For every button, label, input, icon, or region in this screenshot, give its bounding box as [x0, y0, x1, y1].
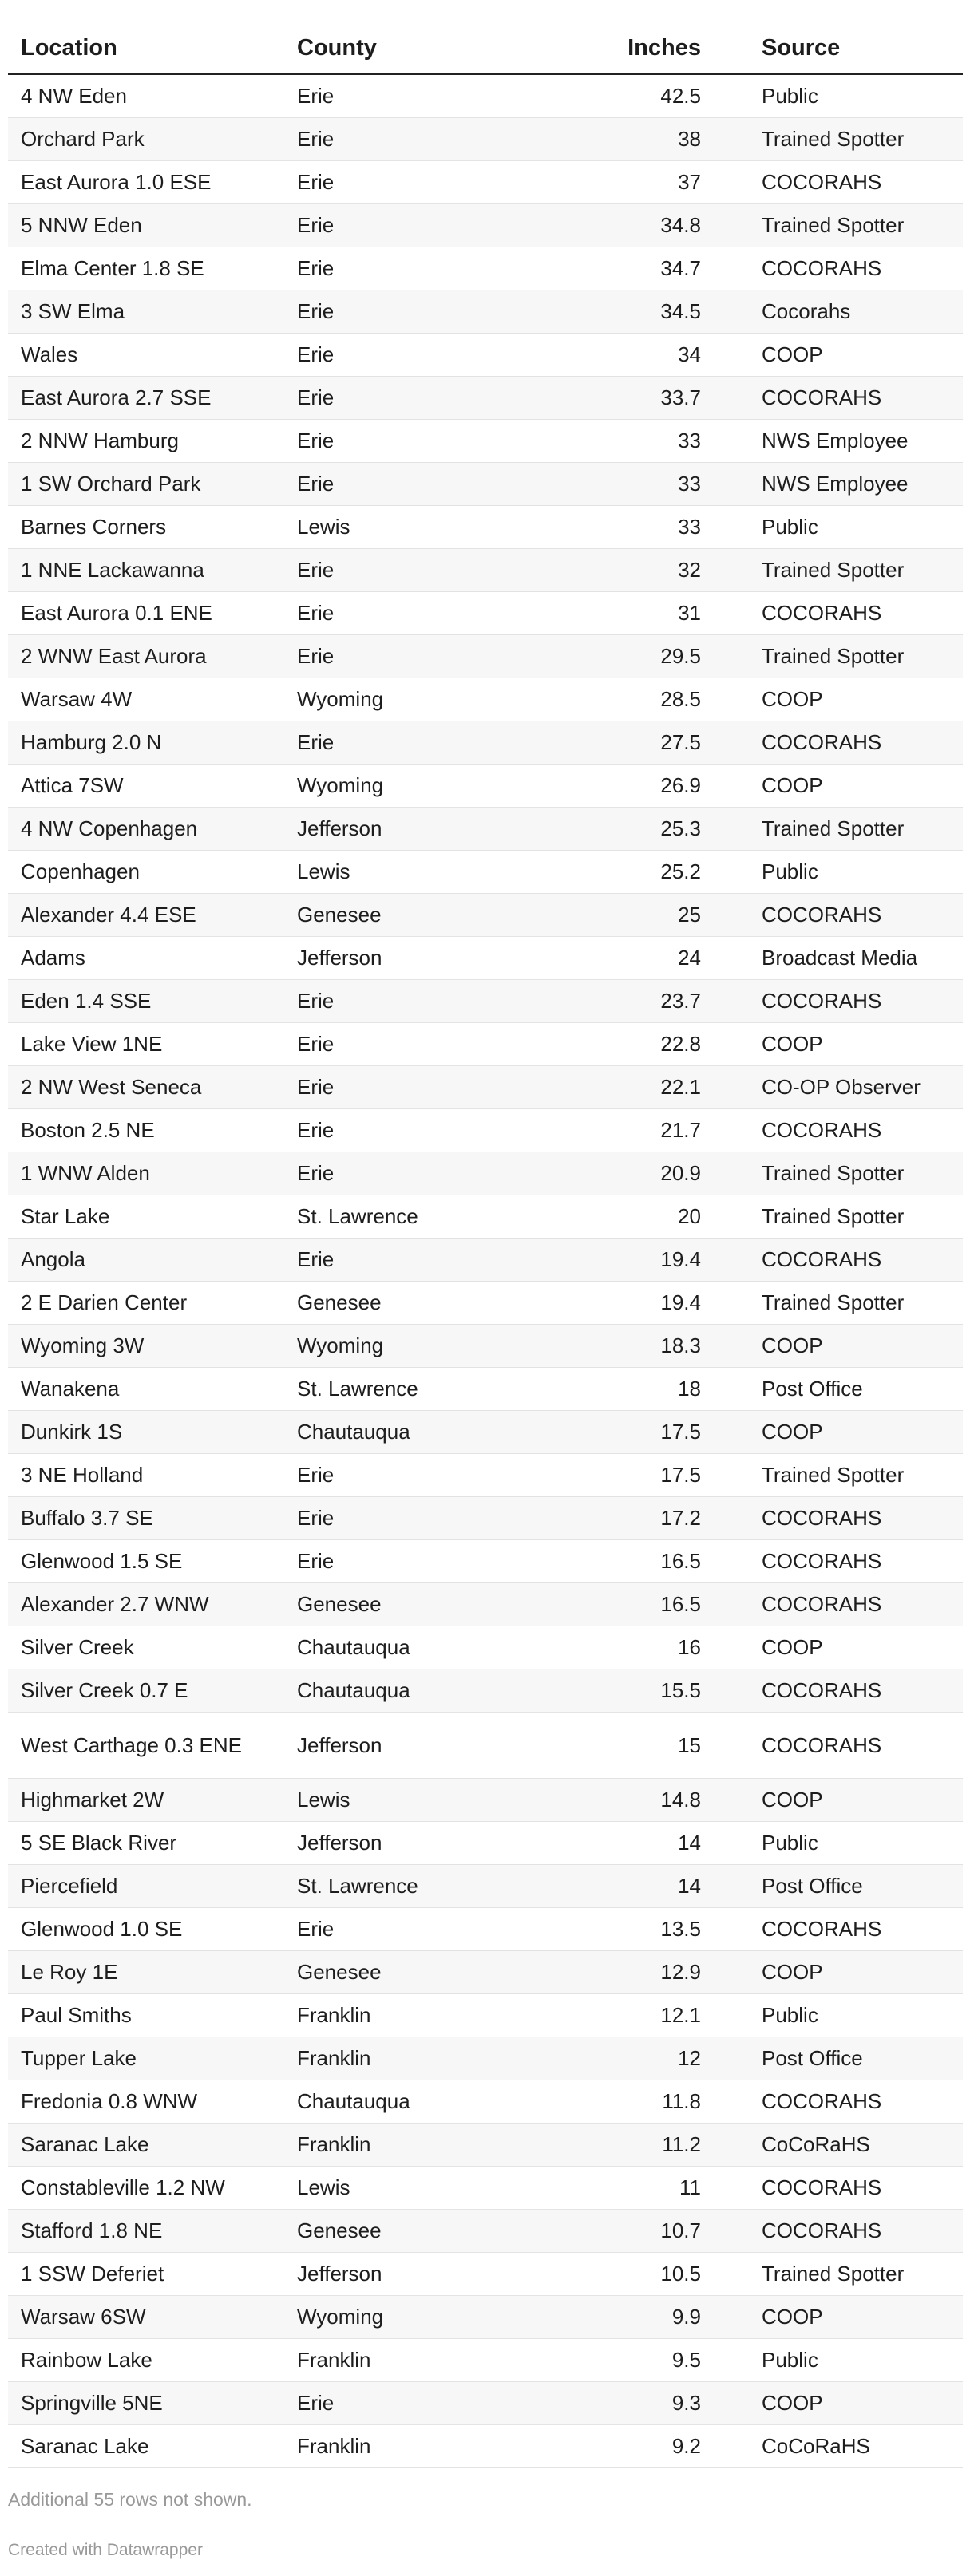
- location-cell: 5 SE Black River: [8, 1822, 284, 1865]
- table-row: [8, 937, 963, 980]
- location-cell: Hamburg 2.0 N: [8, 721, 284, 765]
- source-cell: COOP: [749, 678, 963, 721]
- inches-cell: 25.2: [596, 851, 749, 894]
- county-cell: Chautauqua: [284, 2080, 596, 2124]
- county-cell: Erie: [284, 204, 596, 247]
- table-row: [8, 290, 963, 334]
- location-cell: West Carthage 0.3 ENE: [8, 1713, 284, 1779]
- snowfall-table: [8, 14, 963, 2468]
- inches-cell: 18: [596, 1368, 749, 1411]
- county-cell: Erie: [284, 980, 596, 1023]
- location-cell: 2 WNW East Aurora: [8, 635, 284, 678]
- inches-cell: 29.5: [596, 635, 749, 678]
- county-cell: Erie: [284, 1239, 596, 1282]
- location-cell: Eden 1.4 SSE: [8, 980, 284, 1023]
- inches-cell: 42.5: [596, 74, 749, 118]
- datawrapper-credit: Created with Datawrapper: [8, 2541, 203, 2559]
- location-cell: Piercefield: [8, 1865, 284, 1908]
- table-row: [8, 1195, 963, 1239]
- inches-cell: 34.7: [596, 247, 749, 290]
- source-cell: COCORAHS: [749, 1713, 963, 1779]
- source-cell: COCORAHS: [749, 1908, 963, 1951]
- county-cell: Erie: [284, 1066, 596, 1109]
- inches-cell: 33: [596, 420, 749, 463]
- county-cell: Erie: [284, 74, 596, 118]
- inches-cell: 23.7: [596, 980, 749, 1023]
- table-row: [8, 765, 963, 808]
- location-cell: Dunkirk 1S: [8, 1411, 284, 1454]
- location-cell: Alexander 2.7 WNW: [8, 1583, 284, 1626]
- county-cell: Erie: [284, 1109, 596, 1152]
- county-cell: Erie: [284, 463, 596, 506]
- county-cell: Erie: [284, 1152, 596, 1195]
- source-cell: COCORAHS: [749, 2167, 963, 2210]
- column-header-county[interactable]: County: [284, 14, 596, 74]
- county-cell: Franklin: [284, 2425, 596, 2468]
- table-row: [8, 1282, 963, 1325]
- table-row: [8, 204, 963, 247]
- inches-cell: 12: [596, 2037, 749, 2080]
- county-cell: Erie: [284, 592, 596, 635]
- county-cell: Jefferson: [284, 2253, 596, 2296]
- column-header-inches[interactable]: Inches: [596, 14, 749, 74]
- inches-cell: 11: [596, 2167, 749, 2210]
- location-cell: Warsaw 6SW: [8, 2296, 284, 2339]
- column-header-source[interactable]: Source: [749, 14, 963, 74]
- location-cell: Stafford 1.8 NE: [8, 2210, 284, 2253]
- table-row: [8, 1411, 963, 1454]
- source-cell: COOP: [749, 334, 963, 377]
- county-cell: Erie: [284, 1908, 596, 1951]
- county-cell: Jefferson: [284, 808, 596, 851]
- inches-cell: 14: [596, 1865, 749, 1908]
- inches-cell: 22.8: [596, 1023, 749, 1066]
- table-row: [8, 1951, 963, 1994]
- location-cell: Paul Smiths: [8, 1994, 284, 2037]
- table-row: [8, 2339, 963, 2382]
- source-cell: COOP: [749, 2296, 963, 2339]
- source-cell: COCORAHS: [749, 592, 963, 635]
- table-row: [8, 1626, 963, 1669]
- inches-cell: 20: [596, 1195, 749, 1239]
- location-cell: Constableville 1.2 NW: [8, 2167, 284, 2210]
- table-row: [8, 2124, 963, 2167]
- county-cell: Erie: [284, 635, 596, 678]
- inches-cell: 28.5: [596, 678, 749, 721]
- inches-cell: 16.5: [596, 1583, 749, 1626]
- inches-cell: 21.7: [596, 1109, 749, 1152]
- county-cell: Franklin: [284, 2339, 596, 2382]
- location-cell: Saranac Lake: [8, 2124, 284, 2167]
- inches-cell: 11.8: [596, 2080, 749, 2124]
- column-header-location[interactable]: Location: [8, 14, 284, 74]
- source-cell: COCORAHS: [749, 721, 963, 765]
- table-row: [8, 678, 963, 721]
- source-cell: Post Office: [749, 2037, 963, 2080]
- table-row: [8, 2080, 963, 2124]
- county-cell: Genesee: [284, 1951, 596, 1994]
- table-row: [8, 463, 963, 506]
- location-cell: East Aurora 2.7 SSE: [8, 377, 284, 420]
- inches-cell: 19.4: [596, 1239, 749, 1282]
- location-cell: Attica 7SW: [8, 765, 284, 808]
- location-cell: Warsaw 4W: [8, 678, 284, 721]
- table-row: [8, 118, 963, 161]
- source-cell: Broadcast Media: [749, 937, 963, 980]
- location-cell: Orchard Park: [8, 118, 284, 161]
- county-cell: Erie: [284, 1540, 596, 1583]
- table-row: [8, 2167, 963, 2210]
- table-row: [8, 1583, 963, 1626]
- inches-cell: 17.5: [596, 1454, 749, 1497]
- source-cell: COOP: [749, 1951, 963, 1994]
- table-row: [8, 549, 963, 592]
- inches-cell: 10.5: [596, 2253, 749, 2296]
- source-cell: NWS Employee: [749, 420, 963, 463]
- source-cell: Public: [749, 851, 963, 894]
- inches-cell: 11.2: [596, 2124, 749, 2167]
- source-cell: Trained Spotter: [749, 808, 963, 851]
- source-cell: CoCoRaHS: [749, 2124, 963, 2167]
- county-cell: Lewis: [284, 2167, 596, 2210]
- county-cell: Erie: [284, 334, 596, 377]
- table-body: [8, 74, 963, 2468]
- county-cell: Franklin: [284, 1994, 596, 2037]
- location-cell: Wyoming 3W: [8, 1325, 284, 1368]
- county-cell: Chautauqua: [284, 1626, 596, 1669]
- source-cell: Public: [749, 2339, 963, 2382]
- source-cell: Public: [749, 1994, 963, 2037]
- location-cell: 3 NE Holland: [8, 1454, 284, 1497]
- table-row: [8, 1779, 963, 1822]
- table-row: [8, 1865, 963, 1908]
- location-cell: 1 SW Orchard Park: [8, 463, 284, 506]
- inches-cell: 9.2: [596, 2425, 749, 2468]
- source-cell: Trained Spotter: [749, 1152, 963, 1195]
- location-cell: Angola: [8, 1239, 284, 1282]
- table-row: [8, 334, 963, 377]
- location-cell: Elma Center 1.8 SE: [8, 247, 284, 290]
- source-cell: Trained Spotter: [749, 1195, 963, 1239]
- source-cell: COOP: [749, 1626, 963, 1669]
- source-cell: Trained Spotter: [749, 204, 963, 247]
- header-row: [8, 14, 963, 74]
- source-cell: Public: [749, 1822, 963, 1865]
- table-row: [8, 2253, 963, 2296]
- table-row: [8, 851, 963, 894]
- table-row: [8, 2210, 963, 2253]
- table-row: [8, 506, 963, 549]
- table-row: [8, 420, 963, 463]
- location-cell: Adams: [8, 937, 284, 980]
- county-cell: Wyoming: [284, 678, 596, 721]
- county-cell: Erie: [284, 721, 596, 765]
- county-cell: Erie: [284, 118, 596, 161]
- source-cell: Post Office: [749, 1865, 963, 1908]
- county-cell: Chautauqua: [284, 1669, 596, 1713]
- inches-cell: 34.8: [596, 204, 749, 247]
- inches-cell: 14: [596, 1822, 749, 1865]
- inches-cell: 9.3: [596, 2382, 749, 2425]
- county-cell: Jefferson: [284, 1713, 596, 1779]
- location-cell: 2 NNW Hamburg: [8, 420, 284, 463]
- county-cell: Franklin: [284, 2037, 596, 2080]
- source-cell: COOP: [749, 765, 963, 808]
- location-cell: 1 NNE Lackawanna: [8, 549, 284, 592]
- inches-cell: 31: [596, 592, 749, 635]
- inches-cell: 26.9: [596, 765, 749, 808]
- source-cell: COCORAHS: [749, 1497, 963, 1540]
- county-cell: Lewis: [284, 506, 596, 549]
- inches-cell: 16: [596, 1626, 749, 1669]
- table-row: [8, 1152, 963, 1195]
- source-cell: Trained Spotter: [749, 118, 963, 161]
- table-row: [8, 1454, 963, 1497]
- source-cell: Trained Spotter: [749, 1454, 963, 1497]
- table-row: [8, 980, 963, 1023]
- inches-cell: 24: [596, 937, 749, 980]
- source-cell: COCORAHS: [749, 161, 963, 204]
- table-header: [8, 14, 963, 74]
- table-row: [8, 1239, 963, 1282]
- source-cell: NWS Employee: [749, 463, 963, 506]
- county-cell: Erie: [284, 1497, 596, 1540]
- inches-cell: 25.3: [596, 808, 749, 851]
- table-row: [8, 2425, 963, 2468]
- source-cell: COCORAHS: [749, 2210, 963, 2253]
- county-cell: Lewis: [284, 1779, 596, 1822]
- county-cell: Erie: [284, 2382, 596, 2425]
- location-cell: Springville 5NE: [8, 2382, 284, 2425]
- inches-cell: 9.9: [596, 2296, 749, 2339]
- table-row: [8, 161, 963, 204]
- table-row: [8, 1908, 963, 1951]
- location-cell: Alexander 4.4 ESE: [8, 894, 284, 937]
- inches-cell: 15: [596, 1713, 749, 1779]
- location-cell: Tupper Lake: [8, 2037, 284, 2080]
- location-cell: Copenhagen: [8, 851, 284, 894]
- source-cell: COCORAHS: [749, 1239, 963, 1282]
- inches-cell: 37: [596, 161, 749, 204]
- location-cell: 4 NW Copenhagen: [8, 808, 284, 851]
- rows-not-shown-note: Additional 55 rows not shown.: [8, 2489, 252, 2510]
- county-cell: Genesee: [284, 1282, 596, 1325]
- location-cell: Fredonia 0.8 WNW: [8, 2080, 284, 2124]
- table-row: [8, 808, 963, 851]
- inches-cell: 15.5: [596, 1669, 749, 1713]
- source-cell: COOP: [749, 2382, 963, 2425]
- county-cell: Lewis: [284, 851, 596, 894]
- table-row: [8, 721, 963, 765]
- inches-cell: 27.5: [596, 721, 749, 765]
- inches-cell: 17.5: [596, 1411, 749, 1454]
- source-cell: Trained Spotter: [749, 635, 963, 678]
- source-cell: COCORAHS: [749, 894, 963, 937]
- inches-cell: 25: [596, 894, 749, 937]
- location-cell: Glenwood 1.0 SE: [8, 1908, 284, 1951]
- location-cell: Star Lake: [8, 1195, 284, 1239]
- inches-cell: 18.3: [596, 1325, 749, 1368]
- table-row: [8, 1669, 963, 1713]
- source-cell: CoCoRaHS: [749, 2425, 963, 2468]
- county-cell: Erie: [284, 247, 596, 290]
- location-cell: 2 NW West Seneca: [8, 1066, 284, 1109]
- county-cell: Wyoming: [284, 765, 596, 808]
- location-cell: 4 NW Eden: [8, 74, 284, 118]
- location-cell: Buffalo 3.7 SE: [8, 1497, 284, 1540]
- county-cell: St. Lawrence: [284, 1195, 596, 1239]
- table-row: [8, 1066, 963, 1109]
- location-cell: Saranac Lake: [8, 2425, 284, 2468]
- location-cell: Lake View 1NE: [8, 1023, 284, 1066]
- location-cell: East Aurora 0.1 ENE: [8, 592, 284, 635]
- inches-cell: 33: [596, 506, 749, 549]
- inches-cell: 33: [596, 463, 749, 506]
- location-cell: 1 WNW Alden: [8, 1152, 284, 1195]
- location-cell: Silver Creek 0.7 E: [8, 1669, 284, 1713]
- source-cell: Cocorahs: [749, 290, 963, 334]
- inches-cell: 9.5: [596, 2339, 749, 2382]
- table-row: [8, 1023, 963, 1066]
- source-cell: COOP: [749, 1023, 963, 1066]
- inches-cell: 10.7: [596, 2210, 749, 2253]
- table-row: [8, 1540, 963, 1583]
- source-cell: COCORAHS: [749, 2080, 963, 2124]
- source-cell: Trained Spotter: [749, 549, 963, 592]
- table-row: [8, 247, 963, 290]
- inches-cell: 34: [596, 334, 749, 377]
- inches-cell: 33.7: [596, 377, 749, 420]
- source-cell: COCORAHS: [749, 1540, 963, 1583]
- table-row: [8, 592, 963, 635]
- inches-cell: 16.5: [596, 1540, 749, 1583]
- county-cell: Erie: [284, 549, 596, 592]
- location-cell: East Aurora 1.0 ESE: [8, 161, 284, 204]
- table-row: [8, 1497, 963, 1540]
- location-cell: Highmarket 2W: [8, 1779, 284, 1822]
- county-cell: Franklin: [284, 2124, 596, 2167]
- county-cell: Wyoming: [284, 1325, 596, 1368]
- source-cell: Post Office: [749, 1368, 963, 1411]
- county-cell: Jefferson: [284, 937, 596, 980]
- county-cell: Erie: [284, 377, 596, 420]
- source-cell: COCORAHS: [749, 1109, 963, 1152]
- county-cell: Erie: [284, 290, 596, 334]
- county-cell: Genesee: [284, 894, 596, 937]
- location-cell: Silver Creek: [8, 1626, 284, 1669]
- table-row: [8, 1325, 963, 1368]
- source-cell: COOP: [749, 1411, 963, 1454]
- inches-cell: 17.2: [596, 1497, 749, 1540]
- location-cell: Rainbow Lake: [8, 2339, 284, 2382]
- county-cell: Erie: [284, 420, 596, 463]
- source-cell: Trained Spotter: [749, 2253, 963, 2296]
- inches-cell: 38: [596, 118, 749, 161]
- inches-cell: 19.4: [596, 1282, 749, 1325]
- source-cell: CO-OP Observer: [749, 1066, 963, 1109]
- table-row: [8, 1994, 963, 2037]
- inches-cell: 32: [596, 549, 749, 592]
- source-cell: COCORAHS: [749, 247, 963, 290]
- county-cell: Wyoming: [284, 2296, 596, 2339]
- county-cell: St. Lawrence: [284, 1368, 596, 1411]
- source-cell: COCORAHS: [749, 1583, 963, 1626]
- location-cell: 2 E Darien Center: [8, 1282, 284, 1325]
- table-row: [8, 2296, 963, 2339]
- county-cell: Chautauqua: [284, 1411, 596, 1454]
- county-cell: Genesee: [284, 1583, 596, 1626]
- location-cell: Le Roy 1E: [8, 1951, 284, 1994]
- county-cell: Jefferson: [284, 1822, 596, 1865]
- location-cell: Glenwood 1.5 SE: [8, 1540, 284, 1583]
- table-row: [8, 377, 963, 420]
- location-cell: Barnes Corners: [8, 506, 284, 549]
- source-cell: COOP: [749, 1779, 963, 1822]
- source-cell: COCORAHS: [749, 377, 963, 420]
- location-cell: 1 SSW Deferiet: [8, 2253, 284, 2296]
- table-row: [8, 74, 963, 118]
- table-row: [8, 1109, 963, 1152]
- inches-cell: 34.5: [596, 290, 749, 334]
- table-row: [8, 1713, 963, 1779]
- table-row: [8, 894, 963, 937]
- inches-cell: 20.9: [596, 1152, 749, 1195]
- source-cell: Public: [749, 74, 963, 118]
- table-row: [8, 635, 963, 678]
- source-cell: Trained Spotter: [749, 1282, 963, 1325]
- source-cell: Public: [749, 506, 963, 549]
- inches-cell: 22.1: [596, 1066, 749, 1109]
- table-row: [8, 2382, 963, 2425]
- location-cell: 3 SW Elma: [8, 290, 284, 334]
- inches-cell: 13.5: [596, 1908, 749, 1951]
- inches-cell: 14.8: [596, 1779, 749, 1822]
- county-cell: Erie: [284, 1023, 596, 1066]
- table-row: [8, 2037, 963, 2080]
- table-row: [8, 1822, 963, 1865]
- location-cell: Wanakena: [8, 1368, 284, 1411]
- table-row: [8, 1368, 963, 1411]
- source-cell: COCORAHS: [749, 980, 963, 1023]
- county-cell: St. Lawrence: [284, 1865, 596, 1908]
- county-cell: Genesee: [284, 2210, 596, 2253]
- location-cell: Boston 2.5 NE: [8, 1109, 284, 1152]
- inches-cell: 12.1: [596, 1994, 749, 2037]
- county-cell: Erie: [284, 1454, 596, 1497]
- inches-cell: 12.9: [596, 1951, 749, 1994]
- location-cell: 5 NNW Eden: [8, 204, 284, 247]
- county-cell: Erie: [284, 161, 596, 204]
- source-cell: COCORAHS: [749, 1669, 963, 1713]
- location-cell: Wales: [8, 334, 284, 377]
- source-cell: COOP: [749, 1325, 963, 1368]
